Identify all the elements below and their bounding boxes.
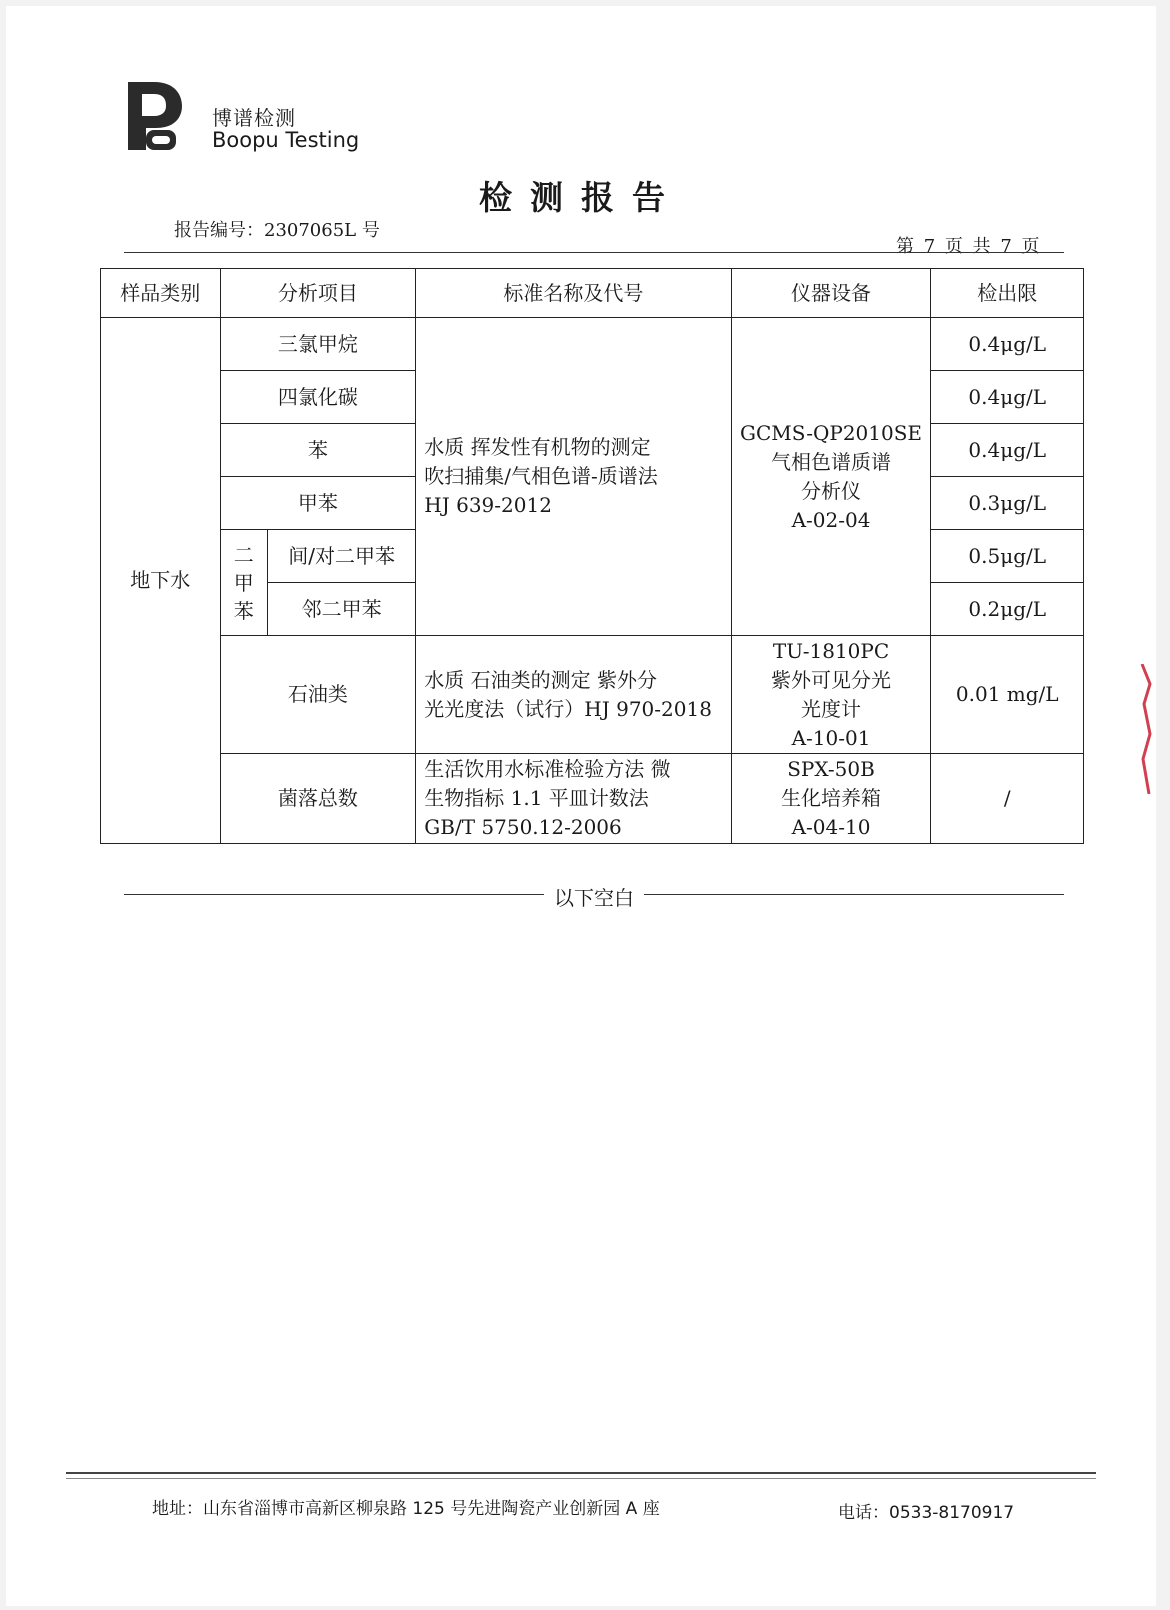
instrument-line: 光度计 [801, 696, 862, 721]
column-header-instrument: 仪器设备 [731, 269, 931, 318]
seal-edge-stamp [1140, 664, 1152, 794]
item-cell: 三氯甲烷 [220, 318, 416, 371]
report-title: 检测报告 [479, 178, 683, 217]
method-line: 吹扫捕集/气相色谱-质谱法 [424, 464, 658, 488]
method-line: GB/T 5750.12-2006 [424, 815, 622, 839]
table-row [101, 318, 1084, 371]
instrument-line: SPX-50B [787, 757, 875, 781]
instrument-voc-cell [731, 318, 931, 636]
limit-cell: 0.4μg/L [931, 318, 1084, 371]
report-page [6, 6, 1156, 1606]
method-oil-cell [416, 636, 731, 754]
footer-divider [66, 1472, 1096, 1479]
instrument-oil-cell [731, 636, 931, 754]
method-line: HJ 639-2012 [424, 493, 552, 517]
sample-type-cell: 地下水 [101, 318, 221, 844]
table-row [101, 636, 1084, 754]
column-header-standard: 标准名称及代号 [416, 269, 731, 318]
table-row [101, 754, 1084, 844]
instrument-line: GCMS-QP2010SE [740, 420, 923, 445]
instrument-line: A-02-04 [791, 507, 871, 532]
xylene-group-label: 二甲苯 [233, 542, 254, 623]
column-header-item: 分析项目 [220, 269, 416, 318]
method-line: 光光度法（试行）HJ 970-2018 [424, 696, 712, 721]
blank-marker-line-left [124, 894, 544, 895]
footer-address: 地址：山东省淄博市高新区柳泉路 125 号先进陶瓷产业创新园 A 座 [152, 1499, 660, 1519]
report-number: 报告编号：2307065L 号 [174, 220, 380, 241]
brand-name-english: Boopu Testing [212, 128, 360, 152]
item-cell: 间/对二甲苯 [267, 530, 415, 583]
instrument-line: 生化培养箱 [781, 786, 882, 810]
instrument-line: TU-1810PC [772, 638, 890, 663]
brand-name-chinese: 博谱检测 [212, 106, 296, 130]
xylene-group-cell [220, 530, 267, 636]
method-bacteria-cell [416, 754, 731, 844]
column-header-sample-type: 样品类别 [101, 269, 221, 318]
results-table [100, 268, 1084, 844]
boopu-logo-icon [124, 78, 186, 154]
blank-marker-line-right [644, 894, 1064, 895]
limit-cell: 0.4μg/L [931, 424, 1084, 477]
limit-cell: / [931, 754, 1084, 844]
limit-cell: 0.01 mg/L [931, 636, 1084, 754]
method-line: 生活饮用水标准检验方法 微 [424, 757, 671, 781]
footer-phone: 电话：0533-8170917 [838, 1503, 1015, 1523]
item-cell: 菌落总数 [220, 754, 416, 844]
item-cell: 四氯化碳 [220, 371, 416, 424]
method-line: 水质 挥发性有机物的测定 [424, 435, 651, 459]
item-cell: 邻二甲苯 [267, 583, 415, 636]
method-line: 生物指标 1.1 平皿计数法 [424, 786, 649, 810]
column-header-detection-limit: 检出限 [931, 269, 1084, 318]
method-voc-cell [416, 318, 731, 636]
item-cell: 石油类 [220, 636, 416, 754]
instrument-line: A-04-10 [791, 815, 871, 839]
limit-cell: 0.3μg/L [931, 477, 1084, 530]
instrument-bacteria-cell [731, 754, 931, 844]
blank-marker-text: 以下空白 [544, 882, 644, 911]
instrument-line: A-10-01 [791, 725, 871, 750]
page-counter: 第 7 页 共 7 页 [896, 236, 1042, 257]
item-cell: 苯 [220, 424, 416, 477]
table-header-row [101, 269, 1084, 318]
instrument-line: 气相色谱质谱 [771, 449, 892, 474]
item-cell: 甲苯 [220, 477, 416, 530]
limit-cell: 0.5μg/L [931, 530, 1084, 583]
blank-marker [124, 882, 1064, 910]
header-divider [124, 252, 1064, 253]
instrument-line: 紫外可见分光 [771, 667, 892, 692]
method-line: 水质 石油类的测定 紫外分 [424, 667, 657, 692]
limit-cell: 0.2μg/L [931, 583, 1084, 636]
limit-cell: 0.4μg/L [931, 371, 1084, 424]
instrument-line: 分析仪 [801, 478, 862, 503]
